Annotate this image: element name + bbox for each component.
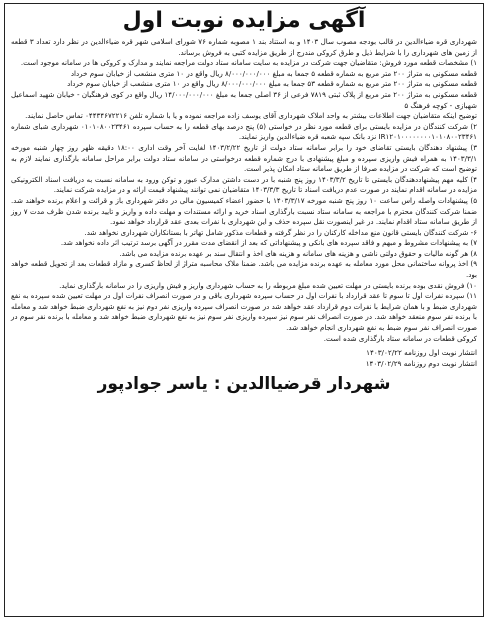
notice-body bbox=[11, 37, 477, 344]
notice-paragraph: ۵) پیشنهادات واصله راس ساعت ۱۰ روز پنج شنبه مورخه ۱۴۰۳/۳/۱۷ با حضور اعضاء کمیسیون مالی در دفتر شهرداری باز و قرائت و اعلام برنده خواهند شد. ضمنا شرکت کنندگان محترم با مراجعه به سامانه ستاد نسبت بارگذاری اسناد خرید و ارائه مستندات و مهلت داده و واریز و تایید برنده شدن ظرف مدت ۷ روز از طریق سامانه ستاد اقدام نمایند. در غیر اینصورت نقل سپرده حذف و این شهرداری با نفرات بعدی عقد قرارداد خواهد نمود. bbox=[11, 195, 478, 227]
notice-paragraph: شهرداری قره ضیاءالدین در قالب بودجه مصوب سال ۱۴۰۳ و به استناد بند ۱ مصوبه شماره ۷۶ شورای اسلامی شهر قره ضیاءالدین در نظر دارد تعداد ۳ قطعه از زمین های شهرداری را با شرایط ذیل و طرق کروکی مندرج از طریق مزایده کتبی به فروش برساند. bbox=[11, 37, 477, 57]
notice-paragraph: ۱۰) فروش نقدی بوده برنده بایستی در مهلت تعیین شده مبلغ مربوطه را به حساب شهرداری واریز و فیش واریزی را در سامانه بارگذاری نماید. bbox=[59, 280, 477, 290]
notice-paragraph: قطعه مسکونی به متراژ ۲۰۰ متر مربع به شماره قطعه ۵ جمعا به مبلغ ۸/۰۰۰/۰۰۰/۰۰۰ ریال واقع در ۱۰ متری منشعب از خیابان سوم خرداد bbox=[70, 68, 477, 78]
notice-paragraph: قطعه مسکونی به متراژ ۲۰۰ متر مربع به شماره قطعه ۵۳ جمعا به مبلغ ۸/۰۰۰/۰۰۰/۰۰۰ ریال واقع در ۱۰ متری منشعب از خیابان سوم خرداد bbox=[67, 79, 477, 89]
publication-second: انتشار نوبت دوم روزنامه ۱۴۰۳/۰۲/۲۹ bbox=[365, 359, 477, 369]
notice-paragraph: ۹) اخذ پروانه ساختمانی محل مورد معامله به عهده برنده مزایده می باشد. ضمنا ملاک محاسبه متراژ از لحاظ کسری و مازاد قطعات بعد از تحویل قطعه خواهد بود. bbox=[11, 259, 477, 280]
mayor-signature: شهردار قرضیاالدین : یاسر جوادپور bbox=[97, 374, 391, 395]
notice-paragraph: ۲) شرکت کنندگان در مزایده بایستی برای قطعه مورد نظر در خواستی (۵) پنج درصد بهای قطعه را به حساب سپرده ۰۱۰۱۰۸۰۰۲۳۴۶۱ شهرداری شبای شماره IR۱۲۰۱۰۰۰۰۰۰۰۰۱۰۱۰۸۰۰۲۳۴۶۱ نزد بانک سپه شعبه قره ضیاءالدین واریز نمایند. bbox=[11, 121, 477, 142]
publication-first: انتشار نوبت اول روزنامه ۱۴۰۳/۰۲/۲۲ bbox=[366, 348, 477, 358]
notice-paragraph: قطعه مسکونی به متراژ ۲۰۰ متر مربع از پلاک ثبتی ۷۸۱۹ فرعی از ۳۶ اصلی جمعا به مبلغ ۱۴/۰۰۰/۰۰۰/۰۰۰ ریال واقع در کوی فرهنگیان - خیابان شهید اسماعیل شهبازی - کوچه فرهنگ ۵ bbox=[11, 89, 477, 110]
notice-title: آگهی مزایده نوبت اول bbox=[122, 8, 366, 33]
notice-paragraph: توضیح اینکه متقاضیان جهت اطلاعات بیشتر به واحد املاک شهرداری آقای یوسف زاده مراجعه نموده و یا با شماره تلفن ۰۴۴۳۴۶۷۲۲۱۶ تماس حاصل نمایند. bbox=[25, 111, 477, 121]
notice-paragraph: ۶- شرکت کنندگان بایستی قانون منع مداخله کارکنان را در نظر گرفته و قطعات مذکور شامل تهاتر با بستانکاران شهرداری نخواهد شد. bbox=[84, 227, 477, 237]
publication-dates bbox=[11, 347, 477, 369]
notice-paragraph: ۴) کلیه مهم پیشنهاددهندگان بایستی تا تاریخ ۱۴۰۳/۳/۲ روز پنج شنبه با در دست داشتن مدارک عبور و توکن ورود به سامانه نسبت به دریافت اسناد الکترونیکی مزایده در سامانه اقدام نمایند در صورت عدم دریافت اسناد تا تاریخ ۱۴۰۳/۳/۳ متقاضیان نمی توانند پیشنهاد قیمت ارائه و در مزایده شرکت نمایند. bbox=[11, 174, 477, 195]
notice-paragraph: ۷) به پیشنهادات مشروط و مبهم و فاقد سپرده های بانکی و پیشنهاداتی که بعد از انقضای مدت مقرر در آگهی برسد ترتیب اثر داده نخواهد شد. bbox=[60, 238, 477, 248]
notice-paragraph: ۱) مشخصات قطعه مورد فروش: متقاضیان جهت شرکت در مزایده به سایت سامانه ستاد دولت مراجعه نمایند و مدارک و کروکی ها در سامانه موجود است. bbox=[20, 58, 477, 68]
notice-paragraph: کروکی قطعات در سامانه ستاد بارگذاری شده است. bbox=[323, 333, 477, 343]
notice-frame bbox=[4, 3, 484, 617]
notice-paragraph: ۳) پیشنهاد دهندگان بایستی تقاضای خود را برابر سامانه ستاد دولت از تاریخ ۱۴۰۳/۲/۲۲ لغایت آخر وقت اداری ۱۸:۰۰ دقیقه ظهر روز چهار شنبه مورخه ۱۴۰۳/۳/۱ به همراه فیش واریزی سپرده و مبلغ پیشنهادی با درج شماره قطعه درخواستی در سامانه ستاد دولت برابر مراحل سامانه بارگذاری نمایند لازم به توضیح است که شرکت در مزایده صرفا از طریق سامانه ستاد امکان پذیر است. bbox=[11, 142, 478, 174]
notice-paragraph: ۱۱) سپرده نفرات اول تا سوم تا عقد قرارداد با نفرات اول در حساب سپرده شهرداری باقی و در صورت انصراف نفرات اول در مهلت تعیین شده سپرده به نفع شهرداری ضبط و با همان شرایط با نفرات دوم قرارداد عقد خواهد شد در صورت انصراف سپرده واریزی نفر دوم نیز به نفع شهرداری ضبط خواهد شد و معامله با برنده نفر سوم منعقد خواهد شد. در صورت انصراف نفر سوم نیز سپرده واریزی نفر سوم نیز به نفع شهرداری ضبط خواهد شد و معامله با برنده نفر سوم در صورت انصراف نفر سوم ضبط به نفع شهرداری انجام خواهد شد. bbox=[11, 291, 477, 333]
notice-paragraph: ۸) هر گونه مالیات و حقوق دولتی ناشی و هزینه های سامانه و هزینه های اخذ و انتقال سند بر عهده برنده مزایده می باشد. bbox=[119, 248, 477, 258]
